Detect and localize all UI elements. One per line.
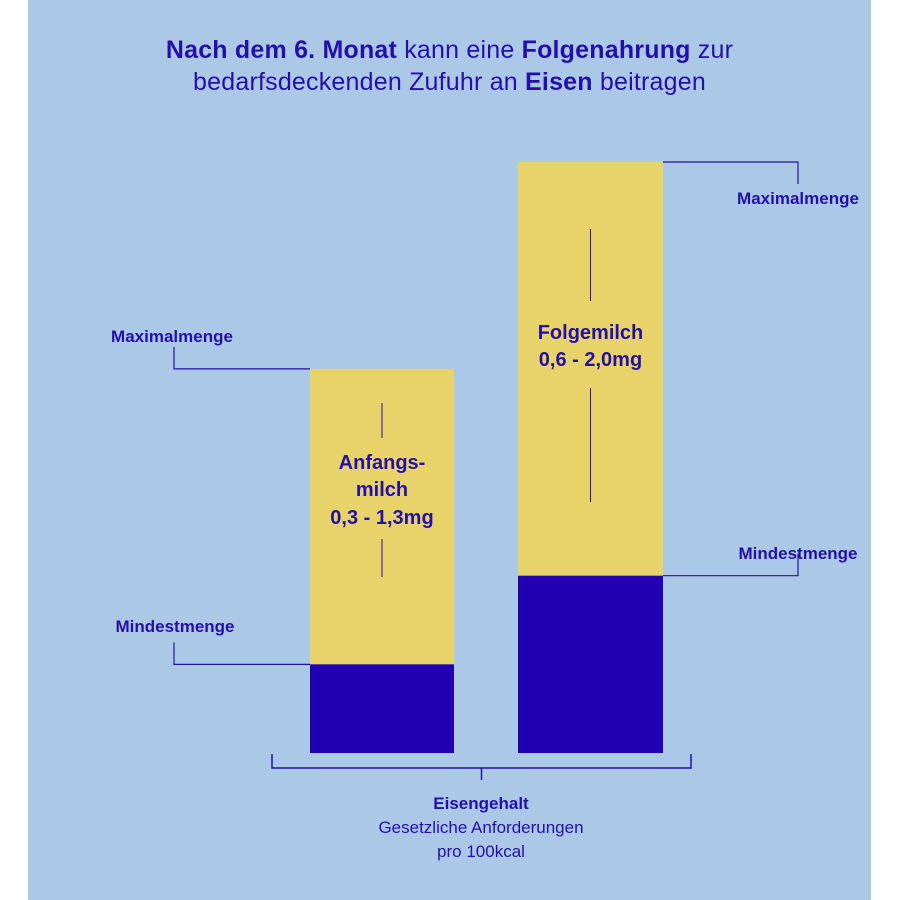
bar-label-1-1: 0,6 - 2,0mg — [538, 349, 643, 371]
axis-caption-title: Eisengehalt — [433, 794, 529, 813]
title-line-1-run-3: zur — [690, 36, 734, 64]
title-line-1-run-2: Folgenahrung — [521, 36, 691, 64]
bar-label-1-0: Folgemilch — [537, 322, 644, 344]
iron-content-chart — [28, 0, 871, 900]
max-label-1: Maximalmenge — [737, 189, 859, 208]
max-connector-0 — [174, 347, 310, 369]
title-line-2-run-2: beitragen — [592, 68, 706, 96]
bar-minimum-1 — [518, 576, 663, 753]
title-line-2-run-1: Eisen — [525, 68, 593, 96]
axis-caption-line-3: pro 100kcal — [437, 842, 525, 861]
bar-label-0-1: milch — [355, 479, 409, 501]
title-line-1-run-0: Nach dem 6. Monat — [165, 36, 398, 64]
min-label-1: Mindestmenge — [738, 544, 858, 563]
infographic-panel — [28, 0, 871, 900]
min-label-0: Mindestmenge — [115, 617, 235, 636]
min-connector-0 — [174, 642, 310, 664]
axis-caption-line-2: Gesetzliche Anforderungen — [378, 818, 584, 837]
bar-label-0-0: Anfangs- — [338, 452, 426, 474]
title-line-1-run-1: kann eine — [397, 36, 522, 64]
max-connector-1 — [663, 162, 798, 184]
max-label-0: Maximalmenge — [111, 327, 233, 346]
title-line-2-run-0: bedarfsdeckenden Zufuhr an — [193, 68, 526, 96]
bar-minimum-0 — [310, 664, 454, 753]
bar-label-0-2: 0,3 - 1,3mg — [330, 507, 434, 529]
axis-bracket — [272, 754, 691, 768]
